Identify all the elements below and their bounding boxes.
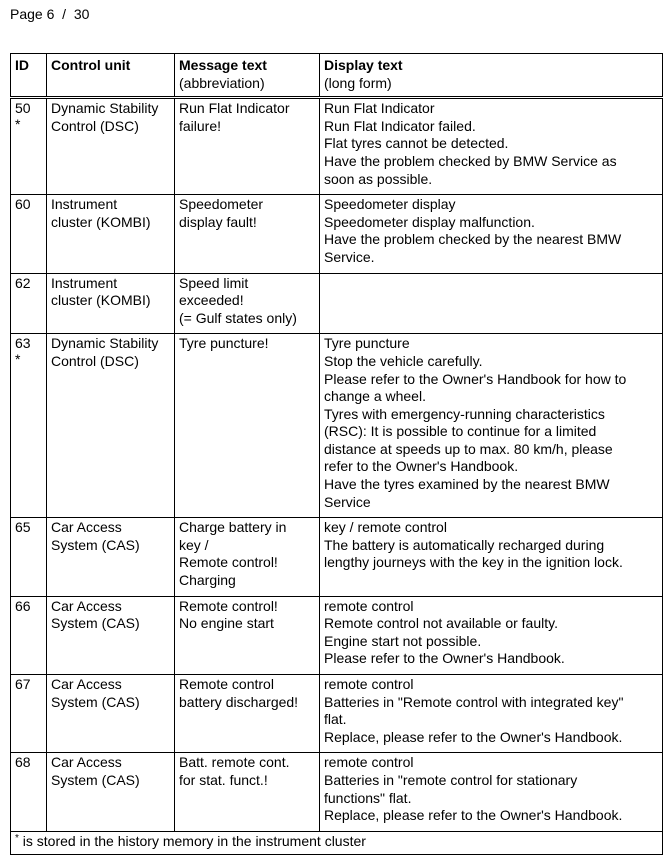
display-text-line: change a wheel.	[324, 388, 426, 405]
message-id: 66	[15, 597, 31, 614]
cell-id	[11, 518, 47, 596]
page-number: Page 6 / 30	[10, 6, 90, 22]
display-text-line: soon as possible.	[324, 170, 433, 187]
message-id: 50	[15, 100, 31, 117]
table-row	[11, 675, 663, 753]
cell-id	[11, 753, 47, 831]
table-row	[11, 753, 663, 831]
message-text-line: Remote control!	[179, 597, 278, 614]
display-text-line: Flat tyres cannot be detected.	[324, 135, 509, 152]
control-unit-line: cluster (KOMBI)	[51, 213, 151, 230]
cell-id	[11, 596, 47, 674]
cell-display-text	[320, 98, 663, 195]
message-text-line: for stat. funct.!	[179, 771, 268, 788]
display-text-line: Speedometer display malfunction.	[324, 213, 535, 230]
control-unit-line: Dynamic Stability	[51, 100, 159, 117]
cell-control-unit	[47, 334, 175, 518]
cell-message-text	[175, 518, 320, 596]
display-text-line: Service	[324, 493, 371, 510]
cell-control-unit	[47, 195, 175, 273]
cell-control-unit	[47, 675, 175, 753]
display-text-line: remote control	[324, 597, 414, 614]
control-unit-line: System (CAS)	[51, 693, 140, 710]
header-id-title: ID	[15, 57, 29, 73]
cell-id	[11, 675, 47, 753]
display-text-line: refer to the Owner's Handbook.	[324, 458, 519, 475]
table-row	[11, 195, 663, 273]
display-text-line: remote control	[324, 676, 414, 692]
table-row	[11, 98, 663, 195]
table-row	[11, 273, 663, 334]
message-text-line: Remote control!	[179, 554, 278, 571]
header-display-subtitle: (long form)	[324, 74, 392, 91]
display-text-line: functions" flat.	[324, 789, 412, 806]
message-id: 68	[15, 754, 31, 771]
message-text-line: Speedometer	[179, 196, 264, 213]
cell-message-text	[175, 753, 320, 831]
cell-message-text	[175, 334, 320, 518]
history-marker: *	[15, 115, 21, 132]
message-text-line: Batt. remote cont.	[179, 754, 290, 771]
header-display-title: Display text	[324, 57, 403, 73]
display-text-line: Please refer to the Owner's Handbook.	[324, 650, 565, 667]
cell-display-text	[320, 753, 663, 831]
control-unit-line: Car Access	[51, 676, 122, 692]
display-text-line: Run Flat Indicator failed.	[324, 117, 476, 134]
message-text-line: display fault!	[179, 213, 257, 230]
cell-display-text	[320, 596, 663, 674]
display-text-line: Replace, please refer to the Owner's Handbook.	[324, 728, 623, 745]
table-row	[11, 334, 663, 518]
cell-control-unit	[47, 753, 175, 831]
control-unit-line: Control (DSC)	[51, 117, 139, 134]
display-text-line: (RSC): It is possible to continue for a limited	[324, 423, 597, 440]
display-text-line: Engine start not possible.	[324, 632, 482, 649]
table-row	[11, 518, 663, 596]
message-id: 67	[15, 676, 31, 692]
message-text-line: Speed limit	[179, 274, 249, 291]
table-row	[11, 596, 663, 674]
display-text-line: Batteries in "Remote control with integrated key"	[324, 693, 624, 710]
message-text-line: Run Flat Indicator	[179, 100, 290, 117]
cell-id	[11, 98, 47, 195]
display-text-line: Have the tyres examined by the nearest BMW	[324, 476, 610, 493]
check-control-message-table	[10, 53, 663, 855]
display-text-line: flat.	[324, 711, 347, 728]
display-text-line: Batteries in "remote control for stationary	[324, 771, 578, 788]
control-unit-line: cluster (KOMBI)	[51, 292, 151, 309]
header-display-text	[320, 54, 663, 98]
control-unit-line: System (CAS)	[51, 771, 140, 788]
display-text-line: Stop the vehicle carefully.	[324, 352, 483, 369]
cell-display-text	[320, 675, 663, 753]
message-id: 65	[15, 519, 31, 536]
display-text-line: Please refer to the Owner's Handbook for how to	[324, 370, 627, 387]
header-message-title: Message text	[179, 57, 267, 73]
display-text-line: Run Flat Indicator	[324, 100, 435, 117]
message-text-line: Charging	[179, 572, 236, 589]
display-text-line: Tyres with emergency-running characteristics	[324, 405, 605, 422]
control-unit-line: Control (DSC)	[51, 352, 139, 369]
header-message-text	[175, 54, 320, 98]
cell-display-text	[320, 518, 663, 596]
message-text-line: key /	[179, 536, 209, 553]
message-id: 62	[15, 274, 31, 291]
footnote-cell	[11, 831, 663, 855]
cell-message-text	[175, 675, 320, 753]
message-text-line: failure!	[179, 117, 222, 134]
display-text-line: Have the problem checked by BMW Service as	[324, 152, 617, 169]
display-text-line: lengthy journeys with the key in the ignition lock.	[324, 554, 623, 571]
cell-message-text	[175, 98, 320, 195]
message-text-line: exceeded!	[179, 292, 244, 309]
footnote-text: is stored in the history memory in the instrument cluster	[18, 832, 366, 849]
header-control-unit	[47, 54, 175, 98]
control-unit-line: System (CAS)	[51, 615, 140, 632]
message-id: 63	[15, 335, 31, 352]
cell-id	[11, 334, 47, 518]
message-text-line: (= Gulf states only)	[179, 309, 297, 326]
history-marker: *	[15, 350, 21, 367]
cell-display-text	[320, 334, 663, 518]
header-id	[11, 54, 47, 98]
message-text-line: Tyre puncture!	[179, 335, 269, 352]
cell-control-unit	[47, 518, 175, 596]
control-unit-line: Dynamic Stability	[51, 335, 159, 352]
message-id: 60	[15, 196, 31, 213]
cell-control-unit	[47, 596, 175, 674]
cell-message-text	[175, 195, 320, 273]
display-text-line: Service.	[324, 248, 375, 265]
message-text-line: Charge battery in	[179, 519, 287, 536]
control-unit-line: Car Access	[51, 519, 122, 536]
table-body	[11, 98, 663, 832]
display-text-line: Remote control not available or faulty.	[324, 615, 558, 632]
cell-control-unit	[47, 273, 175, 334]
control-unit-line: Car Access	[51, 597, 122, 614]
display-text-line: key / remote control	[324, 519, 447, 536]
message-text-line: battery discharged!	[179, 693, 299, 710]
display-text-line: Speedometer display	[324, 196, 456, 213]
display-text-line: remote control	[324, 754, 414, 771]
cell-message-text	[175, 596, 320, 674]
cell-id	[11, 273, 47, 334]
display-text-line: Tyre puncture	[324, 335, 410, 352]
footnote-marker: *	[15, 832, 19, 844]
display-text-line: The battery is automatically recharged during	[324, 536, 605, 553]
control-unit-line: Instrument	[51, 274, 118, 291]
footnote-row	[11, 831, 663, 855]
header-control-unit-title: Control unit	[51, 57, 131, 73]
cell-display-text	[320, 273, 663, 334]
cell-display-text	[320, 195, 663, 273]
message-text-line: Remote control	[179, 676, 274, 692]
cell-control-unit	[47, 98, 175, 195]
message-text-line: No engine start	[179, 615, 274, 632]
control-unit-line: Instrument	[51, 196, 118, 213]
control-unit-line: System (CAS)	[51, 536, 140, 553]
cell-id	[11, 195, 47, 273]
control-unit-line: Car Access	[51, 754, 122, 771]
header-message-subtitle: (abbreviation)	[179, 74, 265, 91]
cell-message-text	[175, 273, 320, 334]
display-text-line: Have the problem checked by the nearest BMW	[324, 231, 622, 248]
table-header-row	[11, 54, 663, 98]
display-text-line: distance at speeds up to max. 80 km/h, please	[324, 440, 613, 457]
display-text-line: Replace, please refer to the Owner's Handbook.	[324, 807, 623, 824]
